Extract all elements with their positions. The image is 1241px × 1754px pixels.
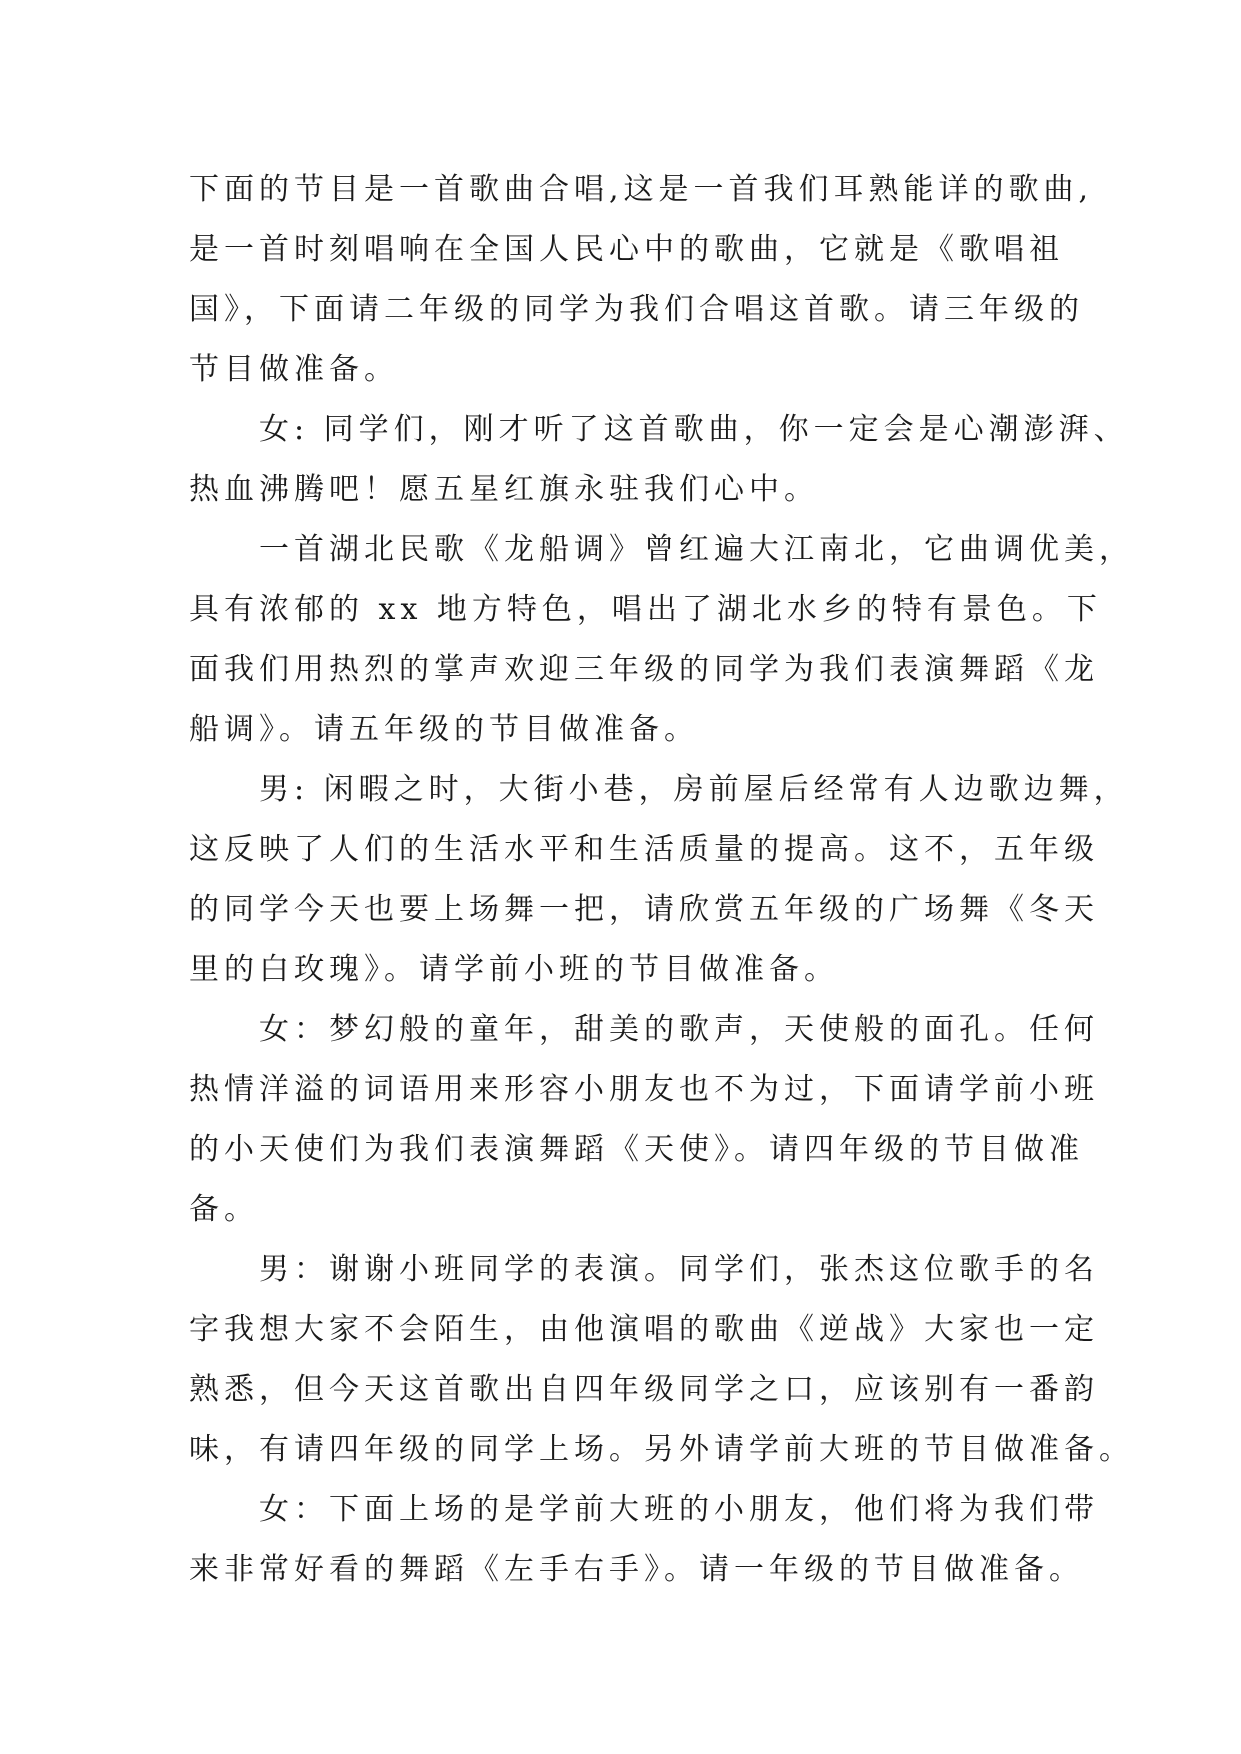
text-line: 国》，下面请二年级的同学为我们合唱这首歌。请三年级的 <box>189 292 1084 327</box>
text-line: 是一首时刻唱响在全国人民心中的歌曲，它就是《歌唱祖 <box>189 232 1064 267</box>
text-line: 来非常好看的舞蹈《左手右手》。请一年级的节目做准备。 <box>189 1552 1084 1587</box>
text-line: 的同学今天也要上场舞一把，请欣赏五年级的广场舞《冬天 <box>189 892 1099 927</box>
text-line: 节目做准备。 <box>189 352 399 387</box>
text-line: 面我们用热烈的掌声欢迎三年级的同学为我们表演舞蹈《龙 <box>189 652 1099 687</box>
text-line: 女：下面上场的是学前大班的小朋友，他们将为我们带 <box>259 1492 1099 1527</box>
text-line: 的小天使们为我们表演舞蹈《天使》。请四年级的节目做准 <box>189 1132 1084 1167</box>
text-line: 字我想大家不会陌生，由他演唱的歌曲《逆战》大家也一定 <box>189 1312 1099 1347</box>
text-line: 下面的节目是一首歌曲合唱,这是一首我们耳熟能详的歌曲, <box>189 172 1094 207</box>
text-line: 熟悉，但今天这首歌出自四年级同学之口，应该别有一番韵 <box>189 1372 1099 1407</box>
text-line: 热血沸腾吧！愿五星红旗永驻我们心中。 <box>189 472 819 507</box>
text-line: 具有浓郁的 xx 地方特色，唱出了湖北水乡的特有景色。下 <box>189 592 1102 627</box>
text-line: 男: 闲暇之时，大街小巷，房前屋后经常有人边歌边舞， <box>259 772 1129 807</box>
text-line: 热情洋溢的词语用来形容小朋友也不为过，下面请学前小班 <box>189 1072 1099 1107</box>
text-line: 男：谢谢小班同学的表演。同学们，张杰这位歌手的名 <box>259 1252 1099 1287</box>
text-line: 备。 <box>189 1192 259 1227</box>
text-line: 这反映了人们的生活水平和生活质量的提高。这不，五年级 <box>189 832 1099 867</box>
text-line: 一首湖北民歌《龙船调》曾红遍大江南北，它曲调优美， <box>259 532 1134 567</box>
text-line: 女: 同学们，刚才听了这首歌曲，你一定会是心潮澎湃、 <box>259 412 1129 447</box>
text-line: 里的白玫瑰》。请学前小班的节目做准备。 <box>189 952 839 987</box>
text-line: 女：梦幻般的童年，甜美的歌声，天使般的面孔。任何 <box>259 1012 1099 1047</box>
document-body <box>189 160 1134 1600</box>
text-line: 味，有请四年级的同学上场。另外请学前大班的节目做准备。 <box>189 1432 1134 1467</box>
text-line: 船调》。请五年级的节目做准备。 <box>189 712 699 747</box>
